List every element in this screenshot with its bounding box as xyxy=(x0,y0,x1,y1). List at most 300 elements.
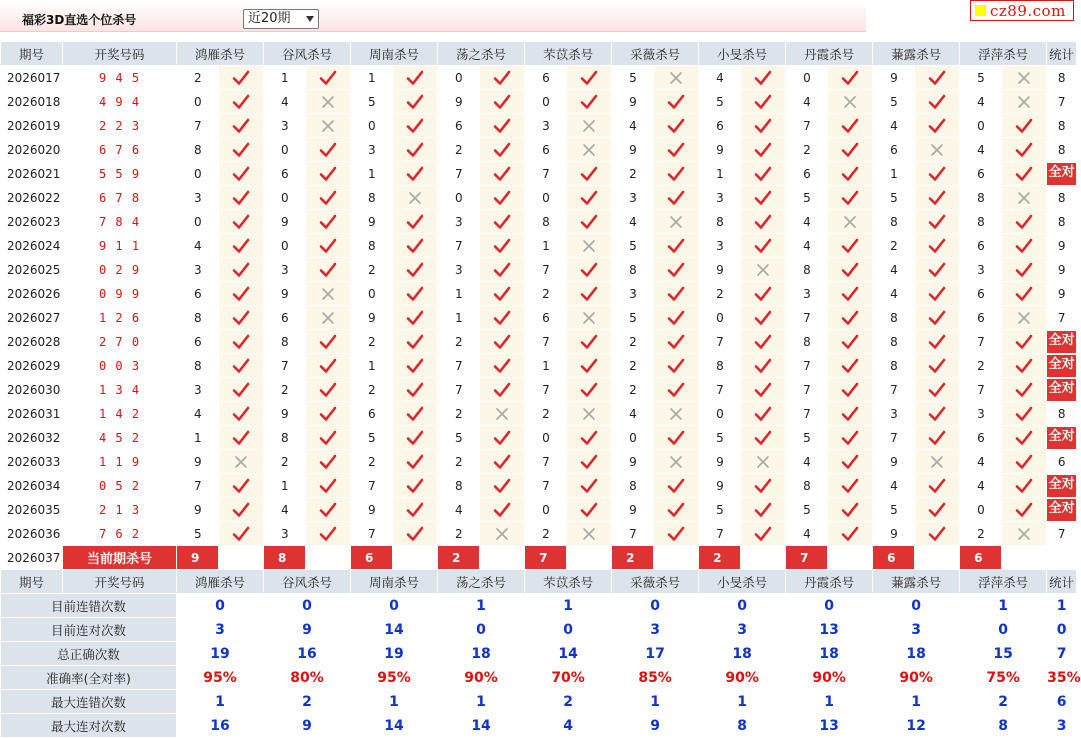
kill-number-cell: 0 xyxy=(960,114,1002,138)
kill-number-cell: 0 xyxy=(438,186,480,210)
stats-header-expert: 鸿雁杀号 xyxy=(177,570,264,594)
check-icon xyxy=(232,382,250,398)
kill-number-cell: 8 xyxy=(351,234,393,258)
check-icon xyxy=(741,138,786,162)
stats-value: 13 xyxy=(786,714,873,738)
check-icon xyxy=(393,90,438,114)
kill-number-cell: 9 xyxy=(699,138,741,162)
check-icon xyxy=(1002,498,1047,522)
stats-header-expert: 周南杀号 xyxy=(351,570,438,594)
stats-value: 2 xyxy=(960,690,1047,714)
stats-value: 0 xyxy=(786,594,873,618)
kill-number-cell: 2 xyxy=(612,378,654,402)
check-icon xyxy=(928,214,946,230)
check-icon xyxy=(654,426,699,450)
check-icon xyxy=(580,190,598,206)
period-cell: 2026018 xyxy=(1,90,63,114)
current-kill-blank xyxy=(393,546,438,570)
kill-number-cell: 7 xyxy=(699,330,741,354)
check-icon xyxy=(928,262,946,278)
stats-value: 16 xyxy=(177,714,264,738)
check-icon xyxy=(393,474,438,498)
kill-number-cell: 7 xyxy=(786,378,828,402)
cross-icon xyxy=(582,311,596,325)
check-icon xyxy=(1002,282,1047,306)
check-icon xyxy=(741,498,786,522)
kill-number-cell: 9 xyxy=(873,66,915,90)
check-icon xyxy=(393,522,438,546)
check-icon xyxy=(915,258,960,282)
kill-number-cell: 0 xyxy=(525,186,567,210)
kill-number-cell: 4 xyxy=(873,114,915,138)
cross-icon xyxy=(843,95,857,109)
current-kill-number: 8 xyxy=(264,546,306,570)
check-icon xyxy=(841,286,859,302)
check-icon xyxy=(915,162,960,186)
check-icon xyxy=(1002,210,1047,234)
check-icon xyxy=(754,94,772,110)
header-expert: 浮萍杀号 xyxy=(960,42,1047,66)
kill-number-cell: 6 xyxy=(525,66,567,90)
check-icon xyxy=(1015,142,1033,158)
check-icon xyxy=(1002,426,1047,450)
kill-number-cell: 0 xyxy=(177,162,219,186)
kill-number-table xyxy=(0,41,1081,738)
period-cell: 2026023 xyxy=(1,210,63,234)
check-icon xyxy=(493,502,511,518)
check-icon xyxy=(828,66,873,90)
site-logo[interactable] xyxy=(970,0,1074,21)
kill-number-cell: 3 xyxy=(525,114,567,138)
cross-icon xyxy=(495,527,509,541)
check-icon xyxy=(306,138,351,162)
stats-value: 1 xyxy=(786,690,873,714)
check-icon xyxy=(232,166,250,182)
check-icon xyxy=(393,306,438,330)
stat-cell: 7 xyxy=(1047,522,1077,546)
kill-number-cell: 7 xyxy=(525,162,567,186)
check-icon xyxy=(493,166,511,182)
stats-value: 1 xyxy=(177,690,264,714)
check-icon xyxy=(306,354,351,378)
check-icon xyxy=(306,498,351,522)
check-icon xyxy=(741,282,786,306)
check-icon xyxy=(1002,330,1047,354)
check-icon xyxy=(219,354,264,378)
table-row xyxy=(1,402,1077,426)
check-icon xyxy=(406,478,424,494)
current-period-cell: 2026037 xyxy=(1,546,63,570)
check-icon xyxy=(1015,238,1033,254)
check-icon xyxy=(841,190,859,206)
kill-number-cell: 2 xyxy=(438,330,480,354)
kill-number-cell: 3 xyxy=(699,234,741,258)
check-icon xyxy=(841,358,859,374)
check-icon xyxy=(306,234,351,258)
check-icon xyxy=(480,138,525,162)
check-icon xyxy=(580,334,598,350)
cross-icon xyxy=(1002,306,1047,330)
kill-number-cell: 3 xyxy=(351,138,393,162)
kill-number-cell: 7 xyxy=(525,330,567,354)
check-icon xyxy=(319,430,337,446)
stat-cell xyxy=(1047,474,1077,498)
check-icon xyxy=(754,526,772,542)
check-icon xyxy=(480,162,525,186)
cross-icon xyxy=(756,263,770,277)
check-icon xyxy=(915,210,960,234)
check-icon xyxy=(654,522,699,546)
check-icon xyxy=(393,210,438,234)
stats-row xyxy=(1,642,1077,666)
kill-number-cell: 0 xyxy=(525,498,567,522)
check-icon xyxy=(667,526,685,542)
kill-number-cell: 6 xyxy=(264,162,306,186)
check-icon xyxy=(306,330,351,354)
check-icon xyxy=(393,450,438,474)
check-icon xyxy=(1002,138,1047,162)
stats-value: 1 xyxy=(1047,594,1077,618)
check-icon xyxy=(1015,334,1033,350)
check-icon xyxy=(654,282,699,306)
stat-cell: 8 xyxy=(1047,402,1077,426)
check-icon xyxy=(1002,474,1047,498)
table-row xyxy=(1,114,1077,138)
stats-value: 0 xyxy=(351,594,438,618)
check-icon xyxy=(393,234,438,258)
check-icon xyxy=(493,382,511,398)
stats-value: 9 xyxy=(612,714,699,738)
table-row xyxy=(1,330,1077,354)
kill-number-cell: 2 xyxy=(699,282,741,306)
cross-icon xyxy=(1017,191,1031,205)
draw-number-cell: 4 9 4 xyxy=(63,90,177,114)
stat-cell xyxy=(1047,426,1077,450)
check-icon xyxy=(1002,450,1047,474)
cross-icon xyxy=(306,114,351,138)
check-icon xyxy=(667,382,685,398)
kill-number-cell: 3 xyxy=(177,378,219,402)
check-icon xyxy=(406,502,424,518)
check-icon xyxy=(654,162,699,186)
check-icon xyxy=(1015,286,1033,302)
stat-cell: 8 xyxy=(1047,114,1077,138)
cross-icon xyxy=(321,95,335,109)
header-expert: 鸿雁杀号 xyxy=(177,42,264,66)
period-cell: 2026033 xyxy=(1,450,63,474)
kill-number-cell: 5 xyxy=(699,426,741,450)
check-icon xyxy=(219,234,264,258)
stat-cell: 8 xyxy=(1047,138,1077,162)
kill-number-cell: 2 xyxy=(612,330,654,354)
kill-number-cell: 9 xyxy=(699,450,741,474)
check-icon xyxy=(654,138,699,162)
kill-number-cell: 6 xyxy=(960,162,1002,186)
kill-number-cell: 8 xyxy=(264,330,306,354)
check-icon xyxy=(493,454,511,470)
check-icon xyxy=(841,406,859,422)
check-icon xyxy=(841,166,859,182)
check-icon xyxy=(841,526,859,542)
stats-value: 90% xyxy=(438,666,525,690)
check-icon xyxy=(654,354,699,378)
check-icon xyxy=(493,310,511,326)
table-header xyxy=(1,42,1077,66)
kill-number-cell: 8 xyxy=(525,210,567,234)
check-icon xyxy=(754,70,772,86)
check-icon xyxy=(319,406,337,422)
check-icon xyxy=(319,358,337,374)
stats-value: 1 xyxy=(438,690,525,714)
check-icon xyxy=(480,426,525,450)
kill-number-cell: 2 xyxy=(351,450,393,474)
stat-cell: 7 xyxy=(1047,90,1077,114)
check-icon xyxy=(580,70,598,86)
check-icon xyxy=(493,190,511,206)
kill-number-cell: 7 xyxy=(873,426,915,450)
check-icon xyxy=(1015,262,1033,278)
draw-number-cell: 9 4 5 xyxy=(63,66,177,90)
check-icon xyxy=(406,286,424,302)
check-icon xyxy=(741,66,786,90)
stats-header-expert: 小旻杀号 xyxy=(699,570,786,594)
check-icon xyxy=(219,498,264,522)
table-row xyxy=(1,90,1077,114)
kill-number-cell: 8 xyxy=(873,330,915,354)
kill-number-cell: 6 xyxy=(873,138,915,162)
kill-number-cell: 2 xyxy=(612,162,654,186)
check-icon xyxy=(480,498,525,522)
stats-value: 1 xyxy=(873,690,960,714)
check-icon xyxy=(754,502,772,518)
check-icon xyxy=(219,258,264,282)
kill-number-cell: 0 xyxy=(438,66,480,90)
check-icon xyxy=(306,426,351,450)
header-expert: 小旻杀号 xyxy=(699,42,786,66)
table-row xyxy=(1,234,1077,258)
kill-number-cell: 1 xyxy=(525,234,567,258)
kill-number-cell: 2 xyxy=(612,354,654,378)
stats-label: 最大连错次数 xyxy=(1,690,177,714)
check-icon xyxy=(928,526,946,542)
check-icon xyxy=(667,262,685,278)
check-icon xyxy=(667,478,685,494)
cross-icon xyxy=(582,143,596,157)
draw-number-cell: 2 2 3 xyxy=(63,114,177,138)
table-row xyxy=(1,138,1077,162)
check-icon xyxy=(480,90,525,114)
kill-number-cell: 0 xyxy=(786,66,828,90)
check-icon xyxy=(828,306,873,330)
check-icon xyxy=(841,382,859,398)
stats-value: 0 xyxy=(525,618,612,642)
kill-number-cell: 7 xyxy=(786,114,828,138)
stats-value: 75% xyxy=(960,666,1047,690)
kill-number-cell: 4 xyxy=(786,90,828,114)
check-icon xyxy=(1015,118,1033,134)
kill-number-cell: 4 xyxy=(438,498,480,522)
check-icon xyxy=(219,66,264,90)
kill-number-cell: 0 xyxy=(177,90,219,114)
check-icon xyxy=(741,186,786,210)
current-kill-blank xyxy=(828,546,873,570)
stat-cell xyxy=(1047,162,1077,186)
check-icon xyxy=(219,522,264,546)
check-icon xyxy=(493,262,511,278)
check-icon xyxy=(232,214,250,230)
check-icon xyxy=(1002,114,1047,138)
check-icon xyxy=(580,262,598,278)
check-icon xyxy=(928,382,946,398)
check-icon xyxy=(928,94,946,110)
current-kill-blank xyxy=(1002,546,1047,570)
cross-icon xyxy=(567,234,612,258)
cross-icon xyxy=(828,210,873,234)
check-icon xyxy=(667,142,685,158)
check-icon xyxy=(493,358,511,374)
kill-number-cell: 2 xyxy=(960,522,1002,546)
draw-number-cell: 9 1 1 xyxy=(63,234,177,258)
kill-number-cell: 6 xyxy=(264,306,306,330)
kill-number-cell: 6 xyxy=(699,114,741,138)
check-icon xyxy=(928,190,946,206)
cross-icon xyxy=(480,402,525,426)
check-icon xyxy=(480,450,525,474)
check-icon xyxy=(406,406,424,422)
cross-icon xyxy=(930,143,944,157)
kill-number-cell: 9 xyxy=(612,138,654,162)
check-icon xyxy=(232,94,250,110)
kill-number-cell: 5 xyxy=(351,426,393,450)
check-icon xyxy=(580,382,598,398)
check-icon xyxy=(654,234,699,258)
stat-cell: 9 xyxy=(1047,282,1077,306)
kill-number-cell: 2 xyxy=(438,402,480,426)
check-icon xyxy=(828,354,873,378)
kill-number-cell: 9 xyxy=(351,498,393,522)
all-correct-badge: 全对 xyxy=(1047,331,1076,353)
kill-number-cell: 8 xyxy=(438,474,480,498)
kill-number-cell: 8 xyxy=(960,186,1002,210)
check-icon xyxy=(828,162,873,186)
period-cell: 2026028 xyxy=(1,330,63,354)
kill-number-cell: 0 xyxy=(264,138,306,162)
kill-number-cell: 4 xyxy=(960,138,1002,162)
check-icon xyxy=(1015,478,1033,494)
check-icon xyxy=(567,90,612,114)
check-icon xyxy=(567,258,612,282)
check-icon xyxy=(232,430,250,446)
check-icon xyxy=(567,186,612,210)
kill-number-cell: 2 xyxy=(438,522,480,546)
check-icon xyxy=(1015,166,1033,182)
check-icon xyxy=(567,282,612,306)
check-icon xyxy=(741,426,786,450)
check-icon xyxy=(232,526,250,542)
kill-number-cell: 7 xyxy=(699,522,741,546)
current-kill-blank xyxy=(219,546,264,570)
draw-number-cell: 6 7 6 xyxy=(63,138,177,162)
stats-value: 19 xyxy=(351,642,438,666)
cross-icon xyxy=(582,407,596,421)
kill-number-cell: 7 xyxy=(264,354,306,378)
check-icon xyxy=(406,310,424,326)
kill-number-cell: 4 xyxy=(786,522,828,546)
draw-number-cell: 6 7 8 xyxy=(63,186,177,210)
check-icon xyxy=(654,186,699,210)
stats-value: 14 xyxy=(351,714,438,738)
check-icon xyxy=(393,498,438,522)
kill-number-cell: 8 xyxy=(786,330,828,354)
kill-number-cell: 7 xyxy=(873,378,915,402)
kill-number-cell: 2 xyxy=(786,138,828,162)
check-icon xyxy=(480,114,525,138)
kill-number-cell: 6 xyxy=(438,114,480,138)
check-icon xyxy=(741,402,786,426)
stats-value: 95% xyxy=(177,666,264,690)
kill-number-cell: 8 xyxy=(699,354,741,378)
kill-number-cell: 2 xyxy=(351,258,393,282)
kill-number-cell: 2 xyxy=(873,234,915,258)
cross-icon xyxy=(654,66,699,90)
check-icon xyxy=(828,426,873,450)
cross-icon xyxy=(669,407,683,421)
kill-number-cell: 3 xyxy=(438,210,480,234)
stats-label: 目前连错次数 xyxy=(1,594,177,618)
page-title: 福彩3D直选个位杀号 xyxy=(22,13,137,27)
stats-label: 准确率(全对率) xyxy=(1,666,177,690)
kill-number-cell: 2 xyxy=(438,450,480,474)
check-icon xyxy=(319,214,337,230)
check-icon xyxy=(928,70,946,86)
check-icon xyxy=(219,186,264,210)
kill-number-cell: 4 xyxy=(786,210,828,234)
check-icon xyxy=(754,214,772,230)
check-icon xyxy=(741,114,786,138)
period-select[interactable] xyxy=(243,9,319,29)
cross-icon xyxy=(480,522,525,546)
kill-number-cell: 5 xyxy=(873,90,915,114)
check-icon xyxy=(406,70,424,86)
check-icon xyxy=(493,118,511,134)
check-icon xyxy=(493,478,511,494)
kill-number-cell: 6 xyxy=(525,306,567,330)
check-icon xyxy=(406,358,424,374)
check-icon xyxy=(741,354,786,378)
period-cell: 2026024 xyxy=(1,234,63,258)
stats-header-expert: 丹霞杀号 xyxy=(786,570,873,594)
check-icon xyxy=(915,90,960,114)
cross-icon xyxy=(669,71,683,85)
check-icon xyxy=(319,142,337,158)
check-icon xyxy=(1002,354,1047,378)
check-icon xyxy=(754,478,772,494)
kill-number-cell: 5 xyxy=(786,186,828,210)
check-icon xyxy=(654,90,699,114)
table-row xyxy=(1,306,1077,330)
check-icon xyxy=(828,138,873,162)
kill-number-cell: 2 xyxy=(351,330,393,354)
check-icon xyxy=(306,162,351,186)
period-cell: 2026020 xyxy=(1,138,63,162)
table-row xyxy=(1,282,1077,306)
cross-icon xyxy=(321,287,335,301)
check-icon xyxy=(393,354,438,378)
stats-value: 18 xyxy=(786,642,873,666)
stats-value: 3 xyxy=(873,618,960,642)
check-icon xyxy=(841,478,859,494)
kill-number-cell: 5 xyxy=(960,66,1002,90)
